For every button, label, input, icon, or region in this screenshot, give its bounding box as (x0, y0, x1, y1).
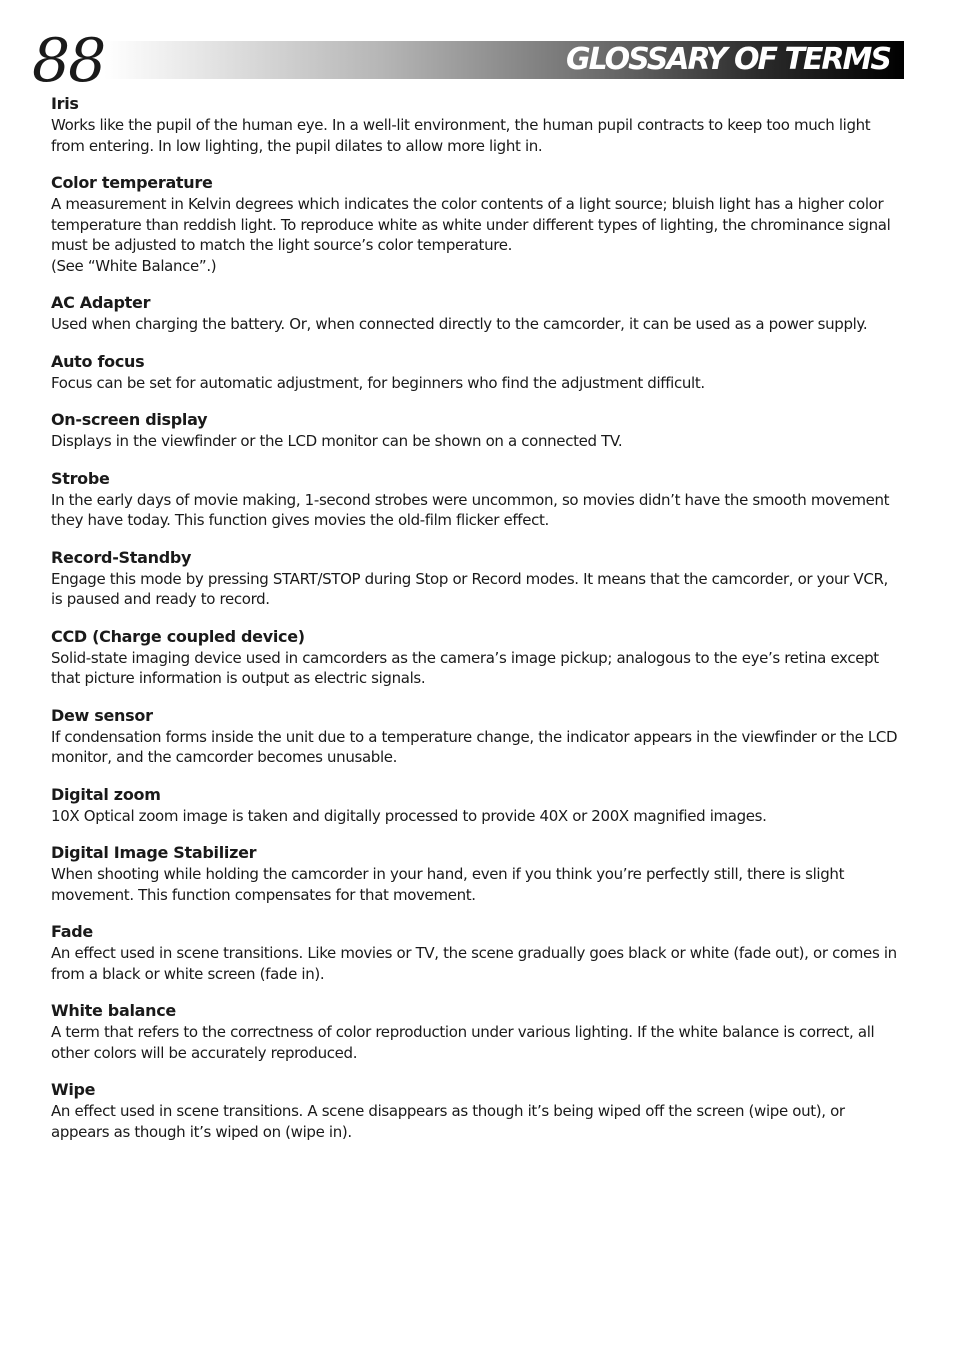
glossary-term: Digital Image Stabilizer (51, 843, 257, 862)
glossary-term: Strobe (51, 468, 110, 488)
glossary-term: Iris (51, 94, 79, 113)
glossary-term: Auto focus (51, 351, 145, 371)
glossary-definition: A measurement in Kelvin degrees which indicates the color contents of a light source; bluish light has a higher color temperature than reddish light. To reproduce white as white under different types of lighting, the chrominance signal must be adjusted to match the light source’s color temperature. (See “White Balance”.) (51, 195, 891, 275)
glossary-term: Digital zoom (51, 784, 161, 804)
glossary-entry-auto-focus (51, 351, 903, 394)
glossary-entry-dew-sensor (51, 705, 903, 768)
glossary-definition: Solid-state imaging device used in camcorders as the camera’s image pickup; analogous to the eye’s retina except that picture information is output as electric signals. (51, 648, 879, 687)
glossary-definition: Works like the pupil of the human eye. In a well-lit environment, the human pupil contracts to keep too much light from entering. In low lighting, the pupil dilates to allow more light in. (51, 116, 871, 155)
page-title: GLOSSARY OF TERMS (565, 42, 890, 77)
glossary-definition: Engage this mode by pressing START/STOP during Stop or Record modes. It means that the camcorder, or your VCR, is paused and ready to record. (51, 569, 888, 608)
glossary-entry-ac-adapter (51, 292, 903, 335)
glossary-entry-digital-zoom (51, 784, 903, 827)
glossary-entry-fade (51, 921, 903, 984)
glossary-term: Color temperature (51, 173, 213, 192)
glossary-term: On-screen display (51, 410, 208, 429)
glossary-list (51, 93, 903, 1158)
glossary-definition: 10X Optical zoom image is taken and digitally processed to provide 40X or 200X magnified images. (51, 806, 767, 825)
glossary-term: Record-Standby (51, 547, 192, 567)
header-bar (104, 41, 904, 79)
glossary-definition: In the early days of movie making, 1-second strobes were uncommon, so movies didn’t have the smooth movement they have today. This function gives movies the old-film flicker effect. (51, 490, 890, 529)
glossary-entry-color-temperature (51, 172, 903, 276)
glossary-term: Dew sensor (51, 705, 153, 725)
glossary-term: Wipe (51, 1080, 96, 1099)
glossary-definition: If condensation forms inside the unit due to a temperature change, the indicator appears in the viewfinder or the LCD monitor, and the camcorder becomes unusable. (51, 727, 898, 766)
glossary-term: CCD (Charge coupled device) (51, 626, 305, 646)
glossary-definition: An effect used in scene transitions. A scene disappears as though it’s being wiped off the screen (wipe out), or appears as though it’s wiped on (wipe in). (51, 1102, 845, 1141)
glossary-entry-ccd (51, 626, 903, 689)
glossary-entry-iris (51, 93, 903, 156)
glossary-definition: When shooting while holding the camcorder in your hand, even if you think you’re perfectly still, there is slight movement. This function compensates for that movement. (51, 865, 845, 904)
glossary-term: AC Adapter (51, 293, 151, 312)
page-number: 88 (32, 26, 105, 96)
glossary-entry-wipe (51, 1079, 903, 1142)
glossary-definition: Displays in the viewfinder or the LCD monitor can be shown on a connected TV. (51, 432, 623, 450)
glossary-definition: An effect used in scene transitions. Like movies or TV, the scene gradually goes black or white (fade out), or comes in from a black or white screen (fade in). (51, 944, 897, 983)
glossary-entry-record-standby (51, 547, 903, 610)
glossary-entry-digital-image-stabilizer (51, 842, 903, 905)
glossary-definition: Focus can be set for automatic adjustment, for beginners who find the adjustment difficult. (51, 373, 705, 392)
glossary-entry-strobe (51, 468, 903, 531)
glossary-entry-white-balance (51, 1000, 903, 1063)
glossary-term: White balance (51, 1001, 176, 1020)
glossary-entry-on-screen-display (51, 409, 903, 452)
glossary-term: Fade (51, 922, 93, 941)
glossary-definition: Used when charging the battery. Or, when connected directly to the camcorder, it can be used as a power supply. (51, 315, 868, 333)
glossary-definition: A term that refers to the correctness of color reproduction under various lighting. If the white balance is correct, all other colors will be accurately reproduced. (51, 1023, 875, 1062)
